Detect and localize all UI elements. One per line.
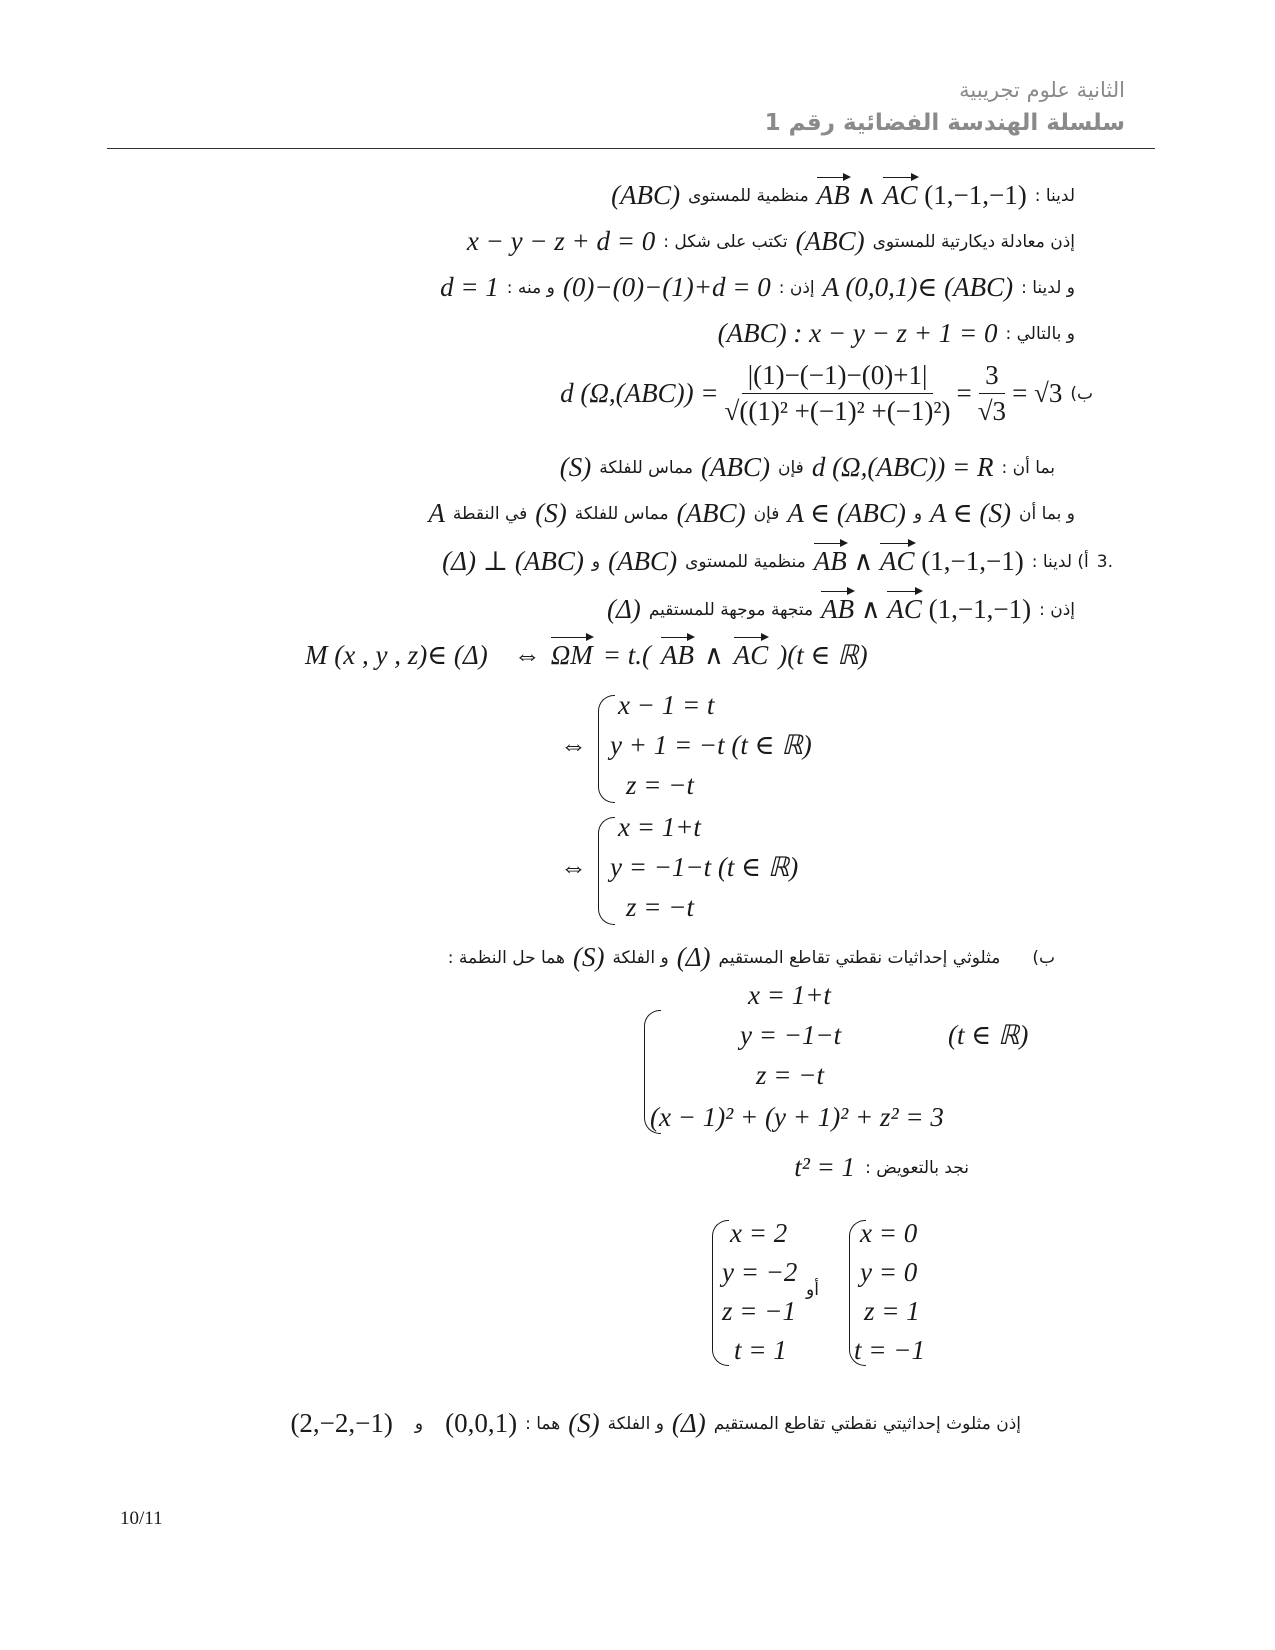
series-title: سلسلة الهندسة الفضائية رقم 1 xyxy=(764,110,1125,136)
line-delta: (Δ) xyxy=(606,594,641,624)
system-2-eq1: x = 1+t xyxy=(618,812,701,842)
solution-right-y: y = 0 xyxy=(860,1257,918,1287)
part-b-line xyxy=(448,942,1055,973)
vector-coords: (1,−1,−1) xyxy=(924,180,1027,210)
t-squared-eq: t² = 1 xyxy=(794,1152,856,1182)
equivalence-arrow: ⇔ xyxy=(560,730,587,760)
substitution-eq: (0)−(0)−(1)+d = 0 xyxy=(562,272,771,302)
line-delta: (Δ) xyxy=(671,1408,706,1438)
distance-numerator: |(1)−(−1)−(0)+1| xyxy=(742,360,934,394)
line-9-text2: متجهة موجهة للمستقيم xyxy=(648,599,814,620)
system-1-eq1: x − 1 = t xyxy=(618,690,715,720)
plane-abc: (ABC) xyxy=(701,452,771,482)
page-number: 10/11 xyxy=(120,1508,163,1529)
vector-ac: AC xyxy=(883,180,918,210)
vector-coords: (1,−1,−1) xyxy=(921,546,1024,576)
cross-product-expr xyxy=(817,180,1027,211)
line-8-and: و xyxy=(591,551,601,572)
solution-right-x: x = 0 xyxy=(860,1218,918,1248)
plane-abc: (ABC) xyxy=(608,546,678,576)
line-10 xyxy=(305,640,868,671)
simplified-numerator: 3 xyxy=(979,360,1005,394)
vector-ac: AC xyxy=(887,594,922,624)
header-divider xyxy=(107,148,1155,149)
line-6-text2: فإن xyxy=(778,457,804,478)
line-3-text: و لدينا : xyxy=(1021,277,1075,298)
plane-abc: (ABC) xyxy=(676,498,746,528)
question-number: 3. xyxy=(1096,551,1113,572)
part-b-text: مثلوثي إحداثيات نقطتي تقاطع المستقيم xyxy=(718,947,1001,968)
line-8-text: أ) لدينا : xyxy=(1031,551,1089,572)
part-b-label: ب) xyxy=(1070,383,1093,404)
perpendicular-relation: (Δ) ⊥ (ABC) xyxy=(442,546,584,576)
part-b-text2: و الفلكة xyxy=(612,947,669,968)
system-1-eq3: z = −t xyxy=(626,770,694,800)
conclusion-text2: و الفلكة xyxy=(607,1413,664,1434)
cartesian-form: x − y − z + d = 0 xyxy=(466,226,656,256)
wedge-symbol: ∧ xyxy=(856,180,877,210)
solution-left-t: t = 1 xyxy=(734,1335,787,1365)
substitution-text: نجد بالتعويض : xyxy=(865,1157,969,1178)
intersection-point-1: (0,0,1) xyxy=(445,1408,518,1438)
line-6-text: بما أن : xyxy=(1001,457,1055,478)
line-7-text4: في النقطة xyxy=(452,503,528,524)
vector-ab: AB xyxy=(816,180,850,210)
line-7-text2: فإن xyxy=(753,503,780,524)
sphere-s: (S) xyxy=(568,1408,600,1438)
vector-coords: (1,−1,−1) xyxy=(928,594,1032,624)
cross-product-expr xyxy=(814,546,1024,577)
intersection-point-2: (2,−2,−1) xyxy=(290,1408,393,1438)
line-2 xyxy=(467,226,1075,257)
line-7 xyxy=(428,498,1075,529)
system-2-eq3: z = −t xyxy=(626,892,694,922)
line-3-text3: و منه : xyxy=(506,277,555,298)
system-2-eq2: y = −1−t (t ∈ ℝ) xyxy=(610,852,799,882)
param-suffix: )(t ∈ ℝ) xyxy=(778,640,868,670)
point-a-in-plane: A (0,0,1)∈ (ABC) xyxy=(822,272,1014,302)
solution-left-y: y = −2 xyxy=(722,1257,798,1287)
system-1-eq2: y + 1 = −t (t ∈ ℝ) xyxy=(610,730,812,760)
line-7-and: و xyxy=(913,503,923,524)
line-9-text: إذن : xyxy=(1039,599,1075,620)
a-in-sphere: A ∈ (S) xyxy=(930,498,1012,528)
system-3-sphere-eq: (x − 1)² + (y + 1)² + z² = 3 xyxy=(650,1102,944,1132)
point-m-in-line: M (x , y , z)∈ (Δ) xyxy=(305,640,488,670)
distance-lhs: d (Ω,(ABC)) = xyxy=(560,378,719,408)
equivalence-arrow: ⇔ xyxy=(513,640,541,670)
or-label: أو xyxy=(806,1280,819,1300)
line-6-text3: مماس للفلكة xyxy=(599,457,694,478)
line-1-text: لدينا : xyxy=(1034,185,1075,206)
vector-ab: AB xyxy=(661,640,695,670)
vector-om: ΩM xyxy=(550,640,593,670)
distance-result: = √3 xyxy=(1012,378,1063,408)
vector-ac: AC xyxy=(880,546,915,576)
point-a: A xyxy=(428,498,445,528)
solution-right-z: z = 1 xyxy=(864,1296,920,1326)
vector-ab: AB xyxy=(821,594,855,624)
line-4-text: و بالتالي : xyxy=(1005,323,1075,344)
system-3-eq3: z = −t xyxy=(756,1060,824,1090)
line-9 xyxy=(607,594,1075,625)
line-8-text2: منظمية للمستوى xyxy=(685,551,806,572)
conclusion-line xyxy=(290,1408,1021,1439)
solution-left-brace xyxy=(712,1220,729,1366)
line-1 xyxy=(611,180,1075,211)
distance-fraction xyxy=(725,360,951,427)
line-3 xyxy=(440,272,1075,303)
line-6 xyxy=(560,452,1055,483)
a-in-plane: A ∈ (ABC) xyxy=(787,498,906,528)
wedge-symbol: ∧ xyxy=(704,640,724,670)
line-8 xyxy=(442,546,1113,577)
level-label: الثانية علوم تجريبية xyxy=(959,78,1125,102)
part-b-label: ب) xyxy=(1032,947,1055,968)
plane-abc: (ABC) xyxy=(611,180,681,210)
conclusion-and: و xyxy=(414,1413,424,1434)
solution-right-t: t = −1 xyxy=(854,1335,925,1365)
line-4 xyxy=(718,318,1075,349)
plane-abc: (ABC) xyxy=(795,226,865,256)
line-delta: (Δ) xyxy=(676,942,711,972)
substitution-line xyxy=(794,1152,969,1183)
solution-left-z: z = −1 xyxy=(722,1296,796,1326)
sphere-s: (S) xyxy=(535,498,567,528)
d-value: d = 1 xyxy=(440,272,499,302)
plane-equation: (ABC) : x − y − z + 1 = 0 xyxy=(717,318,998,348)
cross-product-expr xyxy=(821,594,1031,625)
param-prefix: = t.( xyxy=(602,640,652,670)
equals-sign: = xyxy=(956,378,972,408)
part-b-text3: هما حل النظمة : xyxy=(447,947,565,968)
equivalence-arrow: ⇔ xyxy=(560,852,587,882)
distance-equals-r: d (Ω,(ABC)) = R xyxy=(811,452,994,482)
line-7-text: و بما أن xyxy=(1019,503,1075,524)
sphere-s: (S) xyxy=(559,452,592,482)
simplified-denominator: √3 xyxy=(977,396,1007,426)
line-3-text2: إذن : xyxy=(778,277,815,298)
sphere-s: (S) xyxy=(572,942,605,972)
vector-ac: AC xyxy=(733,640,769,670)
distance-denominator: √((1)² +(−1)² +(−1)²) xyxy=(724,396,951,426)
line-1-text2: منظمية للمستوى xyxy=(688,185,809,206)
system-3-eq2: y = −1−t xyxy=(740,1020,842,1050)
simplified-fraction xyxy=(978,360,1006,427)
wedge-symbol: ∧ xyxy=(860,594,881,624)
vector-ab: AB xyxy=(813,546,847,576)
conclusion-text3: هما : xyxy=(525,1413,561,1434)
distance-formula xyxy=(560,360,1062,427)
conclusion-text: إذن مثلوث إحداثيتي نقطتي تقاطع المستقيم xyxy=(713,1413,1021,1434)
line-5 xyxy=(560,360,1093,427)
wedge-symbol: ∧ xyxy=(853,546,874,576)
solution-left-x: x = 2 xyxy=(730,1218,788,1248)
system-3-param: (t ∈ ℝ) xyxy=(948,1020,1029,1050)
system-3-eq1: x = 1+t xyxy=(748,980,831,1010)
line-2-text: إذن معادلة ديكارتية للمستوى xyxy=(872,231,1075,252)
line-2-text2: تكتب على شكل : xyxy=(663,231,788,252)
line-7-text3: مماس للفلكة xyxy=(574,503,669,524)
